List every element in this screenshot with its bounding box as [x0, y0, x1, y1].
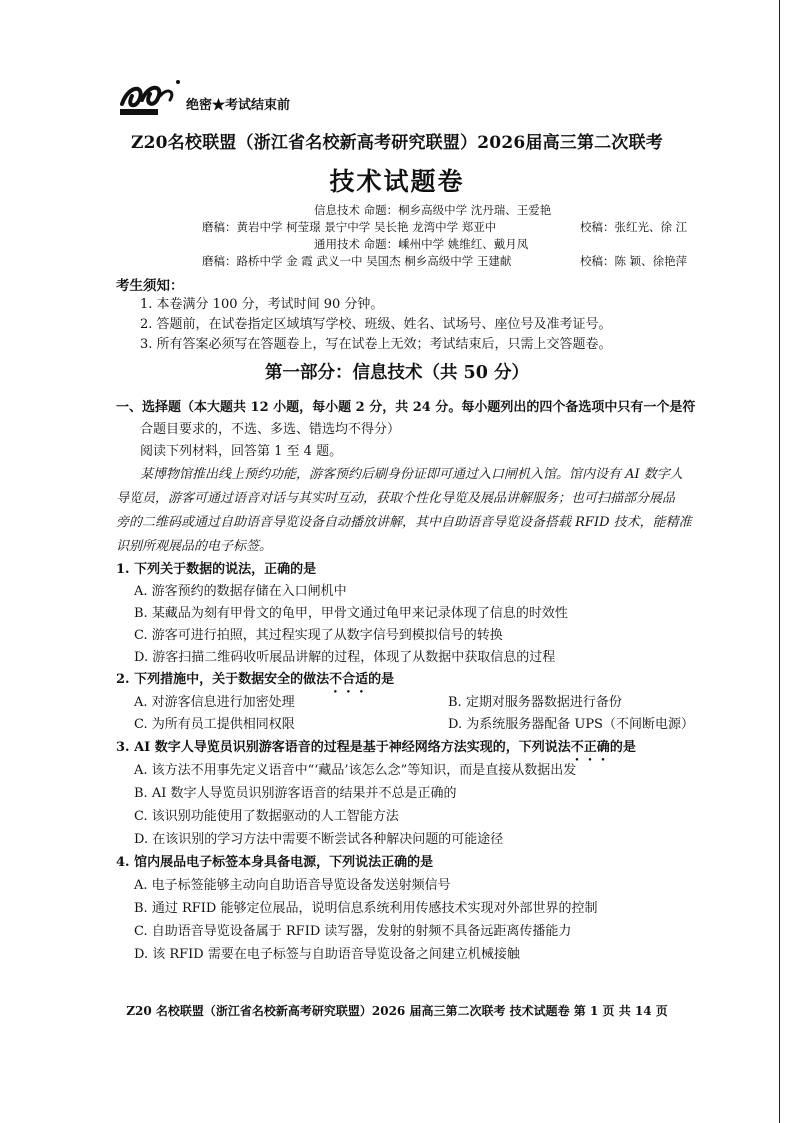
- question-2-stem-emphasis: 不合适: [329, 672, 369, 687]
- question-1-option-a: A. 游客预约的数据存储在入口闸机中: [134, 584, 347, 599]
- page-footer: Z20 名校联盟（浙江省名校新高考研究联盟）2026 届高三第二次联考 技术试题卷 第 1 页 共 14 页: [126, 1004, 668, 1018]
- credit-line-3: 通用技术 命题：嵊州中学 姚维红、戴月凤: [314, 237, 529, 251]
- passage-line-3: 旁的二维码或通过自助语音导览设备自动播放讲解，其中自助语音导览设备搭载 RFID 技术，能精准: [116, 515, 692, 530]
- credit-line-2a: 磨稿：黄岩中学 柯莹璟 景宁中学 吴长艳 龙湾中学 郑亚中: [202, 220, 497, 234]
- question-3-stem-emphasis: 不正确: [570, 740, 610, 755]
- question-2-option-b: B. 定期对服务器数据进行备份: [448, 695, 622, 710]
- question-2-stem-prefix: 2. 下列措施中，关于数据安全的做法: [116, 672, 330, 687]
- notice-label: 考生须知：: [116, 278, 184, 294]
- passage-line-2: 导览员，游客可通过语音对话与其实时互动，获取个性化导览及展品讲解服务；也可扫描部分展品: [116, 491, 676, 506]
- question-4-option-b: B. 通过 RFID 能够定位展品，说明信息系统利用传感技术实现对外部世界的控制: [134, 901, 598, 916]
- question-3-stem-suffix: 的是: [609, 740, 636, 755]
- question-3-option-c: C. 该识别功能使用了数据驱动的人工智能方法: [134, 809, 399, 824]
- credit-line-4b: 校稿：陈 颖、徐艳萍: [580, 254, 688, 268]
- part-one-title: 第一部分：信息技术（共 50 分）: [264, 363, 530, 383]
- question-3-option-d: D. 在该识别的学习方法中需要不断尝试各种解决问题的可能途径: [134, 832, 504, 847]
- credit-line-4a: 磨稿：路桥中学 金 霞 武义一中 吴国杰 桐乡高级中学 王建献: [202, 254, 512, 268]
- question-2-option-c: C. 为所有员工提供相同权限: [134, 717, 295, 732]
- question-1-option-c: C. 游客可进行拍照，其过程实现了从数字信号到模拟信号的转换: [134, 628, 503, 643]
- question-3-option-a: A. 该方法不用事先定义语音中“‘藏品’该怎么念”等知识，而是直接从数据出发: [134, 763, 577, 778]
- question-4-option-a: A. 电子标签能够主动向自助语音导览设备发送射频信号: [134, 878, 451, 893]
- question-4-option-d: D. 该 RFID 需要在电子标签与自助语音导览设备之间建立机械接触: [134, 947, 520, 962]
- credit-line-1: 信息技术 命题：桐乡高级中学 沈丹瑞、王爱艳: [314, 203, 552, 217]
- z20-logo-icon: [118, 78, 182, 116]
- paper-title: 技术试题卷: [329, 167, 465, 196]
- question-2-option-d: D. 为系统服务器配备 UPS（不间断电源）: [448, 717, 694, 732]
- question-1-option-b: B. 某藏品为刻有甲骨文的龟甲，甲骨文通过龟甲来记录体现了信息的时效性: [134, 606, 568, 621]
- exam-title: Z20名校联盟（浙江省名校新高考研究联盟）2026届高三第二次联考: [131, 133, 663, 153]
- notice-item-3: 3. 所有答案必须写在答题卷上，写在试卷上无效；考试结束后，只需上交答题卷。: [140, 337, 612, 352]
- notice-item-1: 1. 本卷满分 100 分，考试时间 90 分钟。: [140, 297, 384, 312]
- confidential-label: 绝密★考试结束前: [186, 98, 291, 113]
- question-2-stem-suffix: 的是: [368, 672, 395, 687]
- passage-line-1: 某博物馆推出线上预约功能，游客预约后刷身份证即可通过入口闸机入馆。馆内设有 AI 数字人: [140, 467, 683, 482]
- passage-line-4: 识别所观展品的电子标签。: [116, 539, 273, 554]
- question-1-option-d: D. 游客扫描二维码收听展品讲解的过程，体现了从数据中获取信息的过程: [134, 650, 556, 665]
- question-3-option-b: B. AI 数字人导览员识别游客语音的结果并不总是正确的: [134, 786, 457, 801]
- question-2-option-a: A. 对游客信息进行加密处理: [134, 695, 295, 710]
- section-intro-line-1: 一、选择题（本大题共 12 小题，每小题 2 分，共 24 分。每小题列出的四个备选项中只有一个是符: [116, 400, 696, 415]
- question-4-option-c: C. 自助语音导览设备属于 RFID 读写器，发射的射频不具备远距离传播能力: [134, 924, 572, 939]
- question-3-stem-prefix: 3. AI 数字人导览员识别游客语音的过程是基于神经网络方法实现的，下列说法: [116, 740, 571, 755]
- reading-intro: 阅读下列材料，回答第 1 至 4 题。: [140, 444, 343, 459]
- credit-line-2b: 校稿：张红光、徐 江: [580, 220, 688, 234]
- notice-item-2: 2. 答题前，在试卷指定区域填写学校、班级、姓名、试场号、座位号及准考证号。: [140, 317, 612, 332]
- section-intro-line-2: 合题目要求的，不选、多选、错选均不得分）: [140, 422, 401, 437]
- question-4-stem: 4. 馆内展品电子标签本身具备电源，下列说法正确的是: [116, 855, 434, 870]
- question-1-stem: 1. 下列关于数据的说法，正确的是: [116, 562, 317, 577]
